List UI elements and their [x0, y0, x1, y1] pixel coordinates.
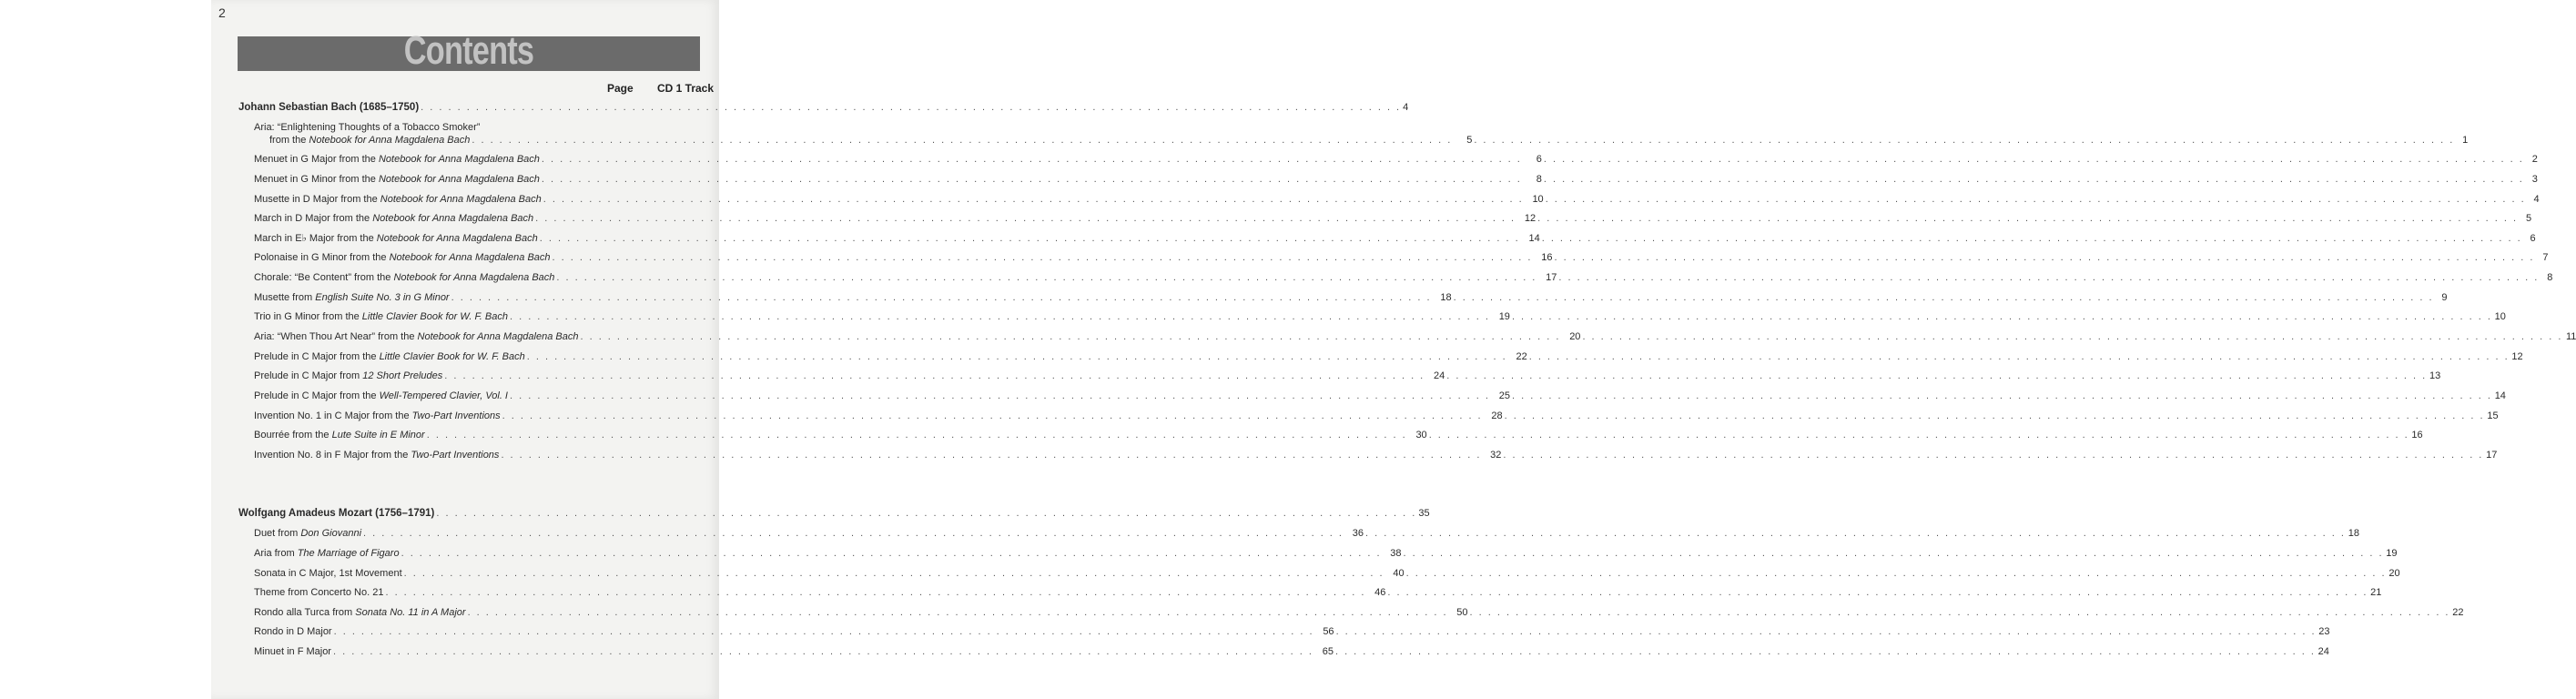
leader-dots: . . . . . . . . . . . . . . . . . . . . . . . . . . . . . . . . . . . . . . . . . . . . . . . . . . . . . . . . . . . . . . . . . . . . . . . . . . . . . . . . . . . . . . . . . . . . . . . . . . . . . . . . . . .: [1545, 194, 2526, 205]
page-number-cell: 12: [1524, 213, 1536, 224]
page-number-cell: 5: [1466, 135, 1473, 146]
piece-title: Menuet in G Major from the Notebook for Anna Magdalena Bach: [254, 154, 540, 165]
leader-dots: . . . . . . . . . . . . . . . . . . . . . . . . . . . . . . . . . . . . . . . . . . . . . . . . . . . . . . . . . . . . . . . . . . . . . . . . . . . . . . . . . . . . . . . . . . . . . . . . . . . . . . . . . . .: [1453, 292, 2434, 303]
toc-entry: [254, 350, 2523, 364]
page-number-cell: 22: [1516, 351, 1527, 362]
leader-dots: . . . . . . . . . . . . . . . . . . . . . . . . . . . . . . . . . . . . . . . . . . . . . . . . . . . . . . . . . . . . . . . . . . . . . . . . . . . . . . . . . . . . . . . . . . . . . . . . . . . . . . . . . . .: [1503, 450, 2484, 461]
toc-entry: [254, 192, 2540, 207]
piece-title: Musette from English Suite No. 3 in G Minor: [254, 292, 450, 303]
leader-dots: . . . . . . . . . . . . . . . . . . . . . . . . . . . . . . . . . . . . . . . . . . . . . . . . . . . . . . . . . . . . . . . . . . . . . . . . . . . . . . . . . . . . . . . . . . . . . . . . . . . . . . . . . . .: [1387, 587, 2368, 598]
column-header-track: CD 1 Track: [657, 82, 715, 95]
page-number-cell: 28: [1491, 410, 1503, 421]
aria-title-line: Aria: “Enlightening Thoughts of a Tobacco Smoker”: [254, 122, 481, 133]
leader-dots: . . . . . . . . . . . . . . . . . . . . . . . . . . . . . . . . . . . . . . . . . . . . . . . . . . . . . . . . . . . . . . . . . . . . . . . . . . . . . . . . . . . . . . . . . . . . . . . . . . . . . . . . . . .: [363, 528, 1344, 539]
page-number: 2: [218, 5, 226, 20]
leader-dots: . . . . . . . . . . . . . . . . . . . . . . . . . . . . . . . . . . . . . . . . . . . . . . . . . . . . . . . . . . . . . . . . . . . . . . . . . . . . . . . . . . . . . . . . . . . . . . . . . . . . . . . . . . .: [552, 252, 1533, 263]
piece-title: Sonata in C Major, 1st Movement: [254, 568, 402, 579]
leader-dots: . . . . . . . . . . . . . . . . . . . . . . . . . . . . . . . . . . . . . . . . . . . . . . . . . . . . . . . . . . . . . . . . . . . . . . . . . . . . . . . . . . . . . . . . . . . . . . . . . . . . . . . . . . .: [1554, 252, 2535, 263]
page-number-cell: 24: [1434, 370, 1445, 381]
track-number-cell: 3: [2531, 174, 2538, 185]
leader-dots: . . . . . . . . . . . . . . . . . . . . . . . . . . . . . . . . . . . . . . . . . . . . . . . . . . . . . . . . . . . . . . . . . . . . . . . . . . . . . . . . . . . . . . . . . . . . . . . . . . . . . . . . . . .: [535, 213, 1516, 224]
leader-dots: . . . . . . . . . . . . . . . . . . . . . . . . . . . . . . . . . . . . . . . . . . . . . . . . . . . . . . . . . . . . . . . . . . . . . . . . . . . . . . . . . . . . . . . . . . . . . . . . . . . . . . . . . . .: [510, 390, 1490, 401]
leader-dots: . . . . . . . . . . . . . . . . . . . . . . . . . . . . . . . . . . . . . . . . . . . . . . . . . . . . . . . . . . . . . . . . . . . . . . . . . . . . . . . . . . . . . . . . . . . . . . . . . . . . . . . . . . .: [1511, 390, 2492, 401]
toc-entry: [254, 270, 2553, 285]
leader-dots: . . . . . . . . . . . . . . . . . . . . . . . . . . . . . . . . . . . . . . . . . . . . . . . . . . . . . . . . . . . . . . . . . . . . . . . . . . . . . . . . . . . . . . . . . . . . . . . . . . . . . . . . . . .: [541, 174, 1522, 185]
toc-entry: [254, 250, 2549, 265]
leader-dots: . . . . . . . . . . . . . . . . . . . . . . . . . . . . . . . . . . . . . . . . . . . . . . . . . . . . . . . . . . . . . . . . . . . . . . . . . . . . . . . . . . . . . . . . . . . . . . . . . . . . . . . . . . .: [1541, 233, 2522, 244]
track-number-cell: 6: [2530, 233, 2536, 244]
title-banner: [238, 28, 700, 73]
leader-dots: . . . . . . . . . . . . . . . . . . . . . . . . . . . . . . . . . . . . . . . . . . . . . . . . . . . . . . . . . . . . . . . . . . . . . . . . . . . . . . . . . . . . . . . . . . . . . . . . . . . . . . . . . . .: [541, 154, 1522, 165]
leader-dots: . . . . . . . . . . . . . . . . . . . . . . . . . . . . . . . . . . . . . . . . . . . . . . . . . . . . . . . . . . . . . . . . . . . . . . . . . . . . . . . . . . . . . . . . . . . . . . . . . . . . . . . . . . .: [1582, 331, 2563, 342]
page-number-cell: 40: [1393, 568, 1405, 579]
page-number-cell: 20: [1569, 331, 1581, 342]
page-title: Contents: [403, 28, 534, 73]
leader-dots: . . . . . . . . . . . . . . . . . . . . . . . . . . . . . . . . . . . . . . . . . . . . . . . . . . . . . . . . . . . . . . . . . . . . . . . . . . . . . . . . . . . . . . . . . . . . . . . . . . . . . . . . . . .: [385, 587, 1366, 598]
leader-dots: . . . . . . . . . . . . . . . . . . . . . . . . . . . . . . . . . . . . . . . . . . . . . . . . . . . . . . . . . . . . . . . . . . . . . . . . . . . . . . . . . . . . . . . . . . . . . . . . . . . . . . . . . . .: [1469, 607, 2450, 618]
toc-entry: [254, 211, 2532, 226]
composer-page: 4: [1403, 102, 1409, 113]
toc-entry: [269, 133, 2469, 147]
page-number-cell: 36: [1352, 528, 1364, 539]
page-number-cell: 8: [1536, 174, 1542, 185]
piece-title: Chorale: “Be Content” from the Notebook for Anna Magdalena Bach: [254, 272, 555, 283]
toc-entry: [254, 389, 2506, 403]
leader-dots: . . . . . . . . . . . . . . . . . . . . . . . . . . . . . . . . . . . . . . . . . . . . . . . . . . . . . . . . . . . . . . . . . . . . . . . . . . . . . . . . . . . . . . . . . . . . . . . . . . . . . . . . . . .: [1528, 351, 2510, 362]
track-number-cell: 19: [2386, 548, 2398, 559]
page-number-cell: 30: [1415, 430, 1427, 441]
leader-dots: . . . . . . . . . . . . . . . . . . . . . . . . . . . . . . . . . . . . . . . . . . . . . . . . . . . . . . . . . . . . . . . . . . . . . . . . . . . . . . . . . . . . . . . . . . . . . . . . . . . . . . . . . . .: [502, 410, 1483, 421]
piece-title: Prelude in C Major from the Little Clavier Book for W. F. Bach: [254, 351, 525, 362]
leader-dots: . . . . . . . . . . . . . . . . . . . . . . . . . . . . . . . . . . . . . . . . . . . . . . . . . . . . . . . . . . . . . . . . . . . . . . . . . . . . . . . . . . . . . . . . . . . . . . . . . . . . . . . . . . .: [403, 568, 1384, 579]
piece-title: Menuet in G Minor from the Notebook for Anna Magdalena Bach: [254, 174, 540, 185]
leader-dots: . . . . . . . . . . . . . . . . . . . . . . . . . . . . . . . . . . . . . . . . . . . . . . . . . . . . . . . . . . . . . . . . . . . . . . . . . . . . . . . . . . . . . . . . . . . . . . . . . . . . . . . . . . .: [1364, 528, 2346, 539]
composer-name: Wolfgang Amadeus Mozart (1756–1791): [238, 508, 435, 519]
track-number-cell: 17: [2486, 450, 2498, 461]
page-number-cell: 6: [1536, 154, 1542, 165]
track-number-cell: 10: [2494, 311, 2506, 322]
leader-dots: . . . . . . . . . . . . . . . . . . . . . . . . . . . . . . . . . . . . . . . . . . . . . . . . . . . . . . . . . . . . . . . . . . . . . . . . . . . . . . . . . . . . . . . . . . . . . . . . . . . . . . . . . . .: [1543, 154, 2524, 165]
track-number-cell: 22: [2452, 607, 2464, 618]
composer-name: Johann Sebastian Bach (1685–1750): [238, 102, 420, 113]
piece-title: Invention No. 8 in F Major from the Two-Part Inventions: [254, 450, 500, 461]
page-number-cell: 19: [1498, 311, 1510, 322]
toc-entry: [254, 172, 2538, 187]
piece-title: Minuet in F Major: [254, 646, 331, 657]
leader-dots: . . . . . . . . . . . . . . . . . . . . . . . . . . . . . . . . . . . . . . . . . . . . . . . . . . . . . . . . . . . . . . . . . . . . . . . . . . . . . . . . . . . . . . . . . . . . . . . . . . . . . . . . . . .: [1511, 311, 2492, 322]
leader-dots: . . . . . . . . . . . . . . . . . . . . . . . . . . . . . . . . . . . . . . . . . . . . . . . . . . . . . . . . . . . . . . . . . . . . . . . . . . . . . . . . . . . . . . . . . . . . . . . . . . . . . . . . . . .: [526, 351, 1507, 362]
leader-dots: . . . . . . . . . . . . . . . . . . . . . . . . . . . . . . . . . . . . . . . . . . . . . . . . . . . . . . . . . . . . . . . . . . . . . . . . . . . . . . . . . . . . . . . . . . . . . . . . . . . . . . . . . . .: [1403, 548, 2384, 559]
track-number-cell: 2: [2531, 154, 2538, 165]
leader-dots: . . . . . . . . . . . . . . . . . . . . . . . . . . . . . . . . . . . . . . . . . . . . . . . . . . . . . . . . . . . . . . . . . . . . . . . . . . . . . . . . . . . . . . . . . . . . . . . . . . . . . . . . . . .: [1446, 370, 2428, 381]
page-number-cell: 25: [1498, 390, 1510, 401]
toc-entry: [254, 585, 2382, 600]
piece-title: March in E♭ Major from the Notebook for Anna Magdalena Bach: [254, 233, 538, 244]
piece-title: Musette in D Major from the Notebook for Anna Magdalena Bach: [254, 194, 542, 205]
piece-title: Prelude in C Major from 12 Short Preludes: [254, 370, 443, 381]
toc-entry: [254, 644, 2329, 659]
piece-title: Trio in G Minor from the Little Clavier Book for W. F. Bach: [254, 311, 508, 322]
leader-dots: . . . . . . . . . . . . . . . . . . . . . . . . . . . . . . . . . . . . . . . . . . . . . . . . . . . . . . . . . . . . . . . . . . . . . . . . . . . . . . . . . . . . . . . . . . . . . . . . . . . . . . . . . . .: [501, 450, 1482, 461]
composer-heading-bach: [238, 100, 1409, 115]
leader-dots: . . . . . . . . . . . . . . . . . . . . . . . . . . . . . . . . . . . . . . . . . . . . . . . . . . . . . . . . . . . . . . . . . . . . . . . . . . . . . . . . . . . . . . . . . . . . . . . . . . . . . . . . . . .: [1405, 568, 2387, 579]
piece-title: Bourrée from the Lute Suite in E Minor: [254, 430, 425, 441]
toc-entry: [254, 231, 2536, 246]
page-number-cell: 14: [1528, 233, 1540, 244]
page-number-cell: 56: [1323, 626, 1334, 637]
toc-entry: [254, 309, 2506, 324]
leader-dots: . . . . . . . . . . . . . . . . . . . . . . . . . . . . . . . . . . . . . . . . . . . . . . . . . . . . . . . . . . . . . . . . . . . . . . . . . . . . . . . . . . . . . . . . . . . . . . . . . . . . . . . . . . .: [509, 311, 1490, 322]
leader-dots: . . . . . . . . . . . . . . . . . . . . . . . . . . . . . . . . . . . . . . . . . . . . . . . . . . . . . . . . . . . . . . . . . . . . . . . . . . . . . . . . . . . . . . . . . . . . . . . . . . . . . . . . . . .: [543, 194, 1524, 205]
leader-dots: . . . . . . . . . . . . . . . . . . . . . . . . . . . . . . . . . . . . . . . . . . . . . . . . . . . . . . . . . . . . . . . . . . . . . . . . . . . . . . . . . . . . . . . . . . . . . . . . . . . . . . . . . . .: [1537, 213, 2519, 224]
leader-dots: . . . . . . . . . . . . . . . . . . . . . . . . . . . . . . . . . . . . . . . . . . . . . . . . . . . . . . . . . . . . . . . . . . . . . . . . . . . . . . . . . . . . . . . . . . . . . . . . . . . . . . . . . . .: [333, 626, 1314, 637]
track-number-cell: 12: [2511, 351, 2523, 362]
toc-entry: [254, 526, 2359, 541]
column-header-page: Page: [607, 82, 634, 95]
piece-title: March in D Major from the Notebook for Anna Magdalena Bach: [254, 213, 534, 224]
page-number-cell: 16: [1541, 252, 1553, 263]
leader-dots: . . . . . . . . . . . . . . . . . . . . . . . . . . . . . . . . . . . . . . . . . . . . . . . . . . . . . . . . . . . . . . . . . . . . . . . . . . . . . . . . . . . . . . . . . . . . . . . . . . . . . . . . . . .: [426, 430, 1407, 441]
leader-dots: . . . . . . . . . . . . . . . . . . . . . . . . . . . . . . . . . . . . . . . . . . . . . . . . . . . . . . . . . . . . . . . . . . . . . . . . . . . . . . . . . . . . . . . . . . . . . . . . . . . . . . . . . . .: [556, 272, 1537, 283]
track-number-cell: 14: [2494, 390, 2506, 401]
toc-entry: [254, 546, 2398, 561]
composer-heading-mozart: [238, 506, 1430, 521]
toc-entry: [254, 428, 2423, 442]
toc-entry: [254, 409, 2499, 423]
leader-dots: . . . . . . . . . . . . . . . . . . . . . . . . . . . . . . . . . . . . . . . . . . . . . . . . . . . . . . . . . . . . . . . . . . . . . . . . . . . . . . . . . . . . . . . . . . . . . . . . . . . . . . . . . . .: [1334, 646, 2316, 657]
toc-entry: [254, 624, 2330, 639]
piece-title: Invention No. 1 in C Major from the Two-Part Inventions: [254, 410, 501, 421]
leader-dots: . . . . . . . . . . . . . . . . . . . . . . . . . . . . . . . . . . . . . . . . . . . . . . . . . . . . . . . . . . . . . . . . . . . . . . . . . . . . . . . . . . . . . . . . . . . . . . . . . . . . . . . . . . .: [472, 135, 1453, 146]
piece-title: Theme from Concerto No. 21: [254, 587, 384, 598]
leader-dots: . . . . . . . . . . . . . . . . . . . . . . . . . . . . . . . . . . . . . . . . . . . . . . . . . . . . . . . . . . . . . . . . . . . . . . . . . . . . . . . . . . . . . . . . . . . . . . . . . . . . . . . . . . .: [467, 607, 1448, 618]
leader-dots: . . . . . . . . . . . . . . . . . . . . . . . . . . . . . . . . . . . . . . . . . . . . . . . . . . . . . . . . . . . . . . . . . . . . . . . . . . . . . . . . . . . . . . . . . . . . . . . . . . . . . . . . . . .: [421, 102, 1402, 113]
leader-dots: . . . . . . . . . . . . . . . . . . . . . . . . . . . . . . . . . . . . . . . . . . . . . . . . . . . . . . . . . . . . . . . . . . . . . . . . . . . . . . . . . . . . . . . . . . . . . . . . . . . . . . . . . . .: [436, 508, 1417, 519]
leader-dots: . . . . . . . . . . . . . . . . . . . . . . . . . . . . . . . . . . . . . . . . . . . . . . . . . . . . . . . . . . . . . . . . . . . . . . . . . . . . . . . . . . . . . . . . . . . . . . . . . . . . . . . . . . .: [1543, 174, 2524, 185]
page-number-cell: 50: [1456, 607, 1468, 618]
track-number-cell: 21: [2370, 587, 2382, 598]
track-number-cell: 18: [2348, 528, 2359, 539]
page-number-cell: 32: [1490, 450, 1502, 461]
piece-title: from the Notebook for Anna Magdalena Bach: [269, 135, 471, 146]
piece-title: Polonaise in G Minor from the Notebook for Anna Magdalena Bach: [254, 252, 551, 263]
piece-title: Rondo alla Turca from Sonata No. 11 in A Major: [254, 607, 466, 618]
leader-dots: . . . . . . . . . . . . . . . . . . . . . . . . . . . . . . . . . . . . . . . . . . . . . . . . . . . . . . . . . . . . . . . . . . . . . . . . . . . . . . . . . . . . . . . . . . . . . . . . . . . . . . . . . . .: [1558, 272, 2540, 283]
track-number-cell: 11: [2565, 331, 2576, 342]
page-number-cell: 18: [1440, 292, 1452, 303]
page-number-cell: 65: [1322, 646, 1334, 657]
leader-dots: . . . . . . . . . . . . . . . . . . . . . . . . . . . . . . . . . . . . . . . . . . . . . . . . . . . . . . . . . . . . . . . . . . . . . . . . . . . . . . . . . . . . . . . . . . . . . . . . . . . . . . . . . . .: [444, 370, 1425, 381]
toc-entry: [254, 290, 2448, 305]
track-number-cell: 24: [2317, 646, 2329, 657]
track-number-cell: 7: [2542, 252, 2549, 263]
track-number-cell: 9: [2441, 292, 2448, 303]
track-number-cell: 23: [2318, 626, 2330, 637]
leader-dots: . . . . . . . . . . . . . . . . . . . . . . . . . . . . . . . . . . . . . . . . . . . . . . . . . . . . . . . . . . . . . . . . . . . . . . . . . . . . . . . . . . . . . . . . . . . . . . . . . . . . . . . . . . .: [1504, 410, 2485, 421]
track-number-cell: 16: [2411, 430, 2423, 441]
page-number-cell: 10: [1532, 194, 1544, 205]
toc-entry: [254, 605, 2464, 620]
composer-page: 35: [1418, 508, 1430, 519]
piece-title: Aria from The Marriage of Figaro: [254, 548, 400, 559]
leader-dots: . . . . . . . . . . . . . . . . . . . . . . . . . . . . . . . . . . . . . . . . . . . . . . . . . . . . . . . . . . . . . . . . . . . . . . . . . . . . . . . . . . . . . . . . . . . . . . . . . . . . . . . . . . .: [1474, 135, 2455, 146]
track-number-cell: 15: [2487, 410, 2499, 421]
leader-dots: . . . . . . . . . . . . . . . . . . . . . . . . . . . . . . . . . . . . . . . . . . . . . . . . . . . . . . . . . . . . . . . . . . . . . . . . . . . . . . . . . . . . . . . . . . . . . . . . . . . . . . . . . . .: [1428, 430, 2409, 441]
page-number-cell: 17: [1546, 272, 1557, 283]
track-number-cell: 20: [2388, 568, 2400, 579]
track-number-cell: 13: [2429, 370, 2441, 381]
track-number-cell: 1: [2462, 135, 2469, 146]
leader-dots: . . . . . . . . . . . . . . . . . . . . . . . . . . . . . . . . . . . . . . . . . . . . . . . . . . . . . . . . . . . . . . . . . . . . . . . . . . . . . . . . . . . . . . . . . . . . . . . . . . . . . . . . . . .: [401, 548, 1382, 559]
leader-dots: . . . . . . . . . . . . . . . . . . . . . . . . . . . . . . . . . . . . . . . . . . . . . . . . . . . . . . . . . . . . . . . . . . . . . . . . . . . . . . . . . . . . . . . . . . . . . . . . . . . . . . . . . . .: [451, 292, 1432, 303]
toc-entry: [254, 566, 2400, 581]
track-number-cell: 5: [2525, 213, 2532, 224]
piece-title: Rondo in D Major: [254, 626, 332, 637]
track-number-cell: 4: [2533, 194, 2540, 205]
piece-title: Prelude in C Major from the Well-Tempered Clavier, Vol. I: [254, 390, 508, 401]
leader-dots: . . . . . . . . . . . . . . . . . . . . . . . . . . . . . . . . . . . . . . . . . . . . . . . . . . . . . . . . . . . . . . . . . . . . . . . . . . . . . . . . . . . . . . . . . . . . . . . . . . . . . . . . . . .: [539, 233, 1520, 244]
piece-title: Duet from Don Giovanni: [254, 528, 362, 539]
leader-dots: . . . . . . . . . . . . . . . . . . . . . . . . . . . . . . . . . . . . . . . . . . . . . . . . . . . . . . . . . . . . . . . . . . . . . . . . . . . . . . . . . . . . . . . . . . . . . . . . . . . . . . . . . . .: [580, 331, 1561, 342]
toc-entry: [254, 329, 2576, 344]
leader-dots: . . . . . . . . . . . . . . . . . . . . . . . . . . . . . . . . . . . . . . . . . . . . . . . . . . . . . . . . . . . . . . . . . . . . . . . . . . . . . . . . . . . . . . . . . . . . . . . . . . . . . . . . . . .: [1335, 626, 2317, 637]
track-number-cell: 8: [2547, 272, 2553, 283]
leader-dots: . . . . . . . . . . . . . . . . . . . . . . . . . . . . . . . . . . . . . . . . . . . . . . . . . . . . . . . . . . . . . . . . . . . . . . . . . . . . . . . . . . . . . . . . . . . . . . . . . . . . . . . . . . .: [332, 646, 1313, 657]
toc-entry: [254, 448, 2498, 462]
page-number-cell: 38: [1390, 548, 1402, 559]
piece-title: Aria: “When Thou Art Near” from the Notebook for Anna Magdalena Bach: [254, 331, 579, 342]
toc-entry: [254, 152, 2538, 167]
toc-entry: [254, 369, 2441, 383]
page-number-cell: 46: [1374, 587, 1386, 598]
